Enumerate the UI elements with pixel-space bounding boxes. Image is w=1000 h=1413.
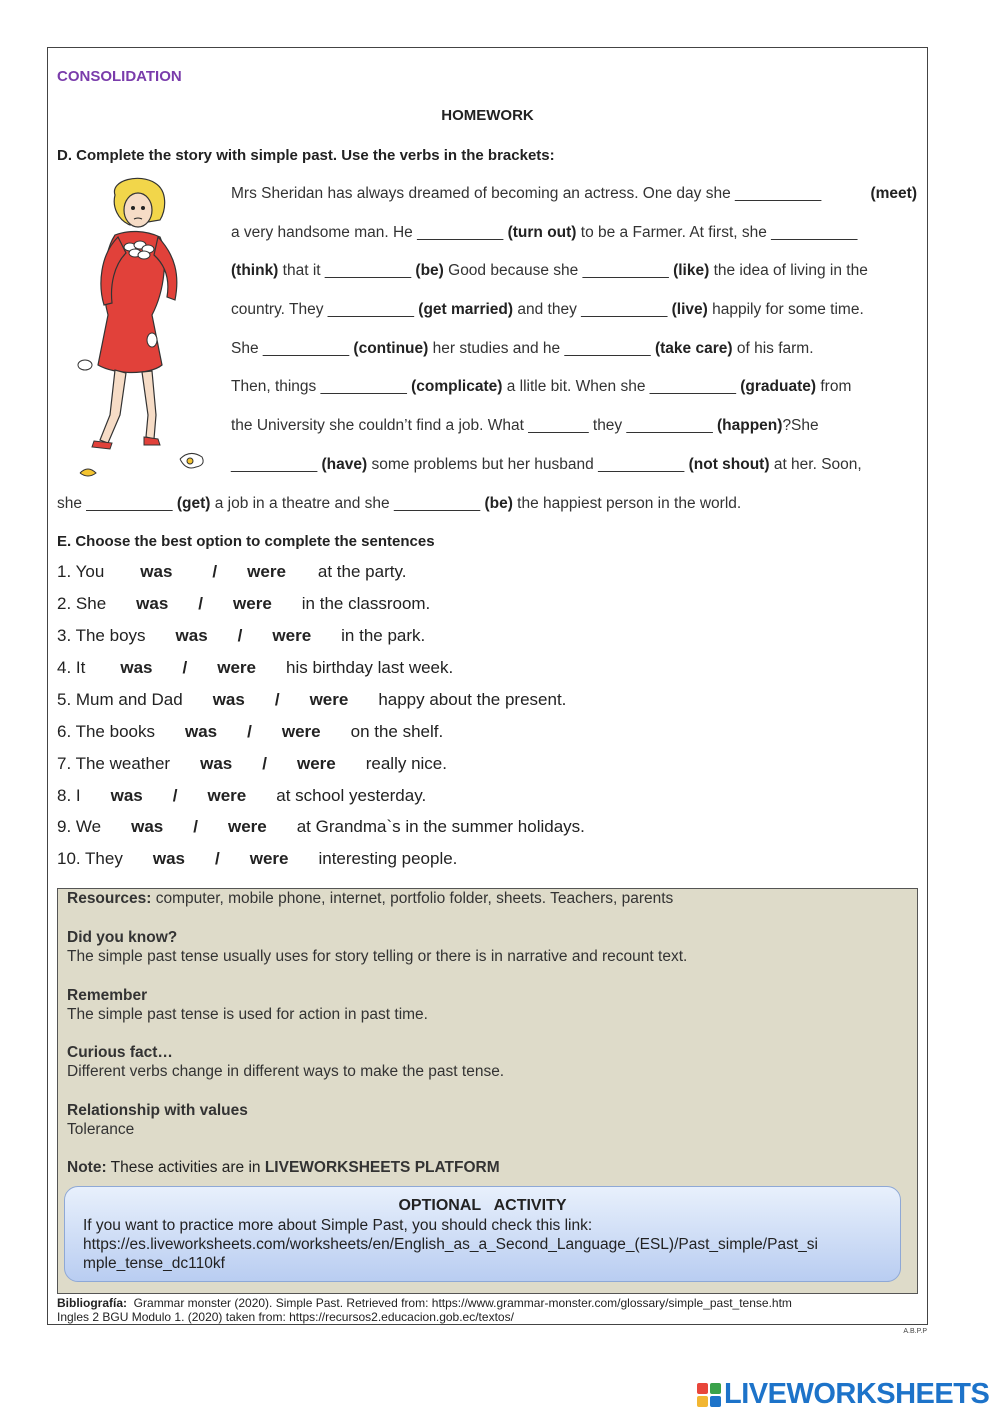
- option-was[interactable]: was: [131, 817, 164, 836]
- option-were[interactable]: were: [233, 594, 272, 613]
- option-was[interactable]: was: [136, 594, 169, 613]
- curious-text: Different verbs change in different ways to make the past tense.: [67, 1063, 505, 1080]
- option-was[interactable]: was: [140, 562, 173, 581]
- curious-heading: Curious fact…: [67, 1044, 173, 1061]
- list-item: 6. The books was / were on the shelf.: [57, 722, 444, 741]
- logo-icon: [697, 1383, 721, 1407]
- option-were[interactable]: were: [296, 754, 336, 773]
- resources-line: Resources: computer, mobile phone, internet, portfolio folder, sheets. Teachers, parents: [67, 890, 674, 907]
- logo-text: LIVEWORKSHEETS: [724, 1378, 990, 1410]
- option-were[interactable]: were: [247, 562, 286, 581]
- remember-heading: Remember: [67, 987, 148, 1004]
- list-item: 5. Mum and Dad was / were happy about the present.: [57, 690, 567, 709]
- option-were[interactable]: were: [281, 722, 321, 741]
- story-line: (think) that it __________ (be) Good because she __________ (like) the idea of living in the: [231, 262, 868, 279]
- page-title: HOMEWORK: [441, 107, 534, 124]
- liveworksheets-logo: [697, 1378, 989, 1411]
- list-item: 3. The boys was / were in the park.: [57, 626, 426, 645]
- exercise-e-instruction: E. Choose the best option to complete the sentences: [57, 533, 435, 550]
- story-line: the University she couldn’t find a job. What _______ they __________ (happen)?She: [231, 417, 819, 434]
- optional-activity-box: [64, 1186, 901, 1282]
- optional-activity-link-cont[interactable]: mple_tense_dc110kf: [83, 1255, 225, 1272]
- list-item: 9. We was / were at Grandma`s in the summer holidays.: [57, 817, 585, 836]
- option-were[interactable]: were: [227, 817, 267, 836]
- list-item: 7. The weather was / were really nice.: [57, 754, 447, 773]
- option-was[interactable]: was: [175, 626, 208, 645]
- author-initials: A.B.P.P: [903, 1328, 927, 1335]
- story-line: She __________ (continue) her studies and he __________ (take care) of his farm.: [231, 340, 814, 357]
- list-item: 8. I was / were at school yesterday.: [57, 786, 427, 805]
- list-item: 10. They was / were interesting people.: [57, 849, 458, 868]
- option-was[interactable]: was: [200, 754, 233, 773]
- note-line: Note: These activities are in LIVEWORKSHEETS PLATFORM: [67, 1159, 500, 1176]
- did-you-know-heading: Did you know?: [67, 929, 178, 946]
- values-heading: Relationship with values: [67, 1102, 248, 1119]
- list-item: 4. It was / were his birthday last week.: [57, 658, 454, 677]
- values-text: Tolerance: [67, 1121, 135, 1138]
- story-line: Mrs Sheridan has always dreamed of becoming an actress. One day she __________ (meet): [231, 185, 917, 202]
- option-was[interactable]: was: [184, 722, 218, 741]
- option-were[interactable]: were: [309, 690, 349, 709]
- story-line: Then, things __________ (complicate) a llitle bit. When she __________ (graduate) from: [231, 378, 852, 395]
- optional-activity-text: If you want to practice more about Simple Past, you should check this link:: [83, 1217, 593, 1234]
- optional-activity-link[interactable]: https://es.liveworksheets.com/worksheets/en/English_as_a_Second_Language_(ESL)/Past_simple/Past_si: [83, 1236, 818, 1253]
- woman-illustration: [70, 175, 220, 490]
- option-was[interactable]: was: [152, 849, 185, 868]
- section-label: CONSOLIDATION: [57, 68, 182, 85]
- list-item: 1. You was / were at the party.: [57, 562, 407, 581]
- story-line: country. They __________ (get married) and they __________ (live) happily for some time.: [231, 301, 864, 318]
- story-line: __________ (have) some problems but her husband __________ (not shout) at her. Soon,: [231, 456, 862, 473]
- remember-text: The simple past tense is used for action in past time.: [67, 1006, 428, 1023]
- option-were[interactable]: were: [272, 626, 312, 645]
- option-were[interactable]: were: [249, 849, 289, 868]
- info-box: [57, 888, 918, 1294]
- option-was[interactable]: was: [212, 690, 245, 709]
- optional-activity-title: OPTIONAL ACTIVITY: [398, 1197, 567, 1214]
- option-was[interactable]: was: [110, 786, 143, 805]
- list-item: 2. She was / were in the classroom.: [57, 594, 431, 613]
- did-you-know-text: The simple past tense usually uses for story telling or there is in narrative and recount text.: [67, 948, 688, 965]
- bibliography-line-2: Ingles 2 BGU Modulo 1. (2020) taken from: https://recursos2.educacion.gob.ec/textos/: [57, 1310, 514, 1324]
- story-line: a very handsome man. He __________ (turn out) to be a Farmer. At first, she __________: [231, 224, 858, 241]
- option-was[interactable]: was: [120, 658, 153, 677]
- bibliography-line-1: Bibliografía: Grammar monster (2020). Simple Past. Retrieved from: https://www.grammar-monster.com/glossary/simple_past_tense.htm: [57, 1296, 792, 1310]
- exercise-d-instruction: D. Complete the story with simple past. Use the verbs in the brackets:: [57, 147, 555, 164]
- story-line: she __________ (get) a job in a theatre and she __________ (be) the happiest person in the world.: [57, 495, 742, 512]
- option-were[interactable]: were: [207, 786, 247, 805]
- option-were[interactable]: were: [217, 658, 256, 677]
